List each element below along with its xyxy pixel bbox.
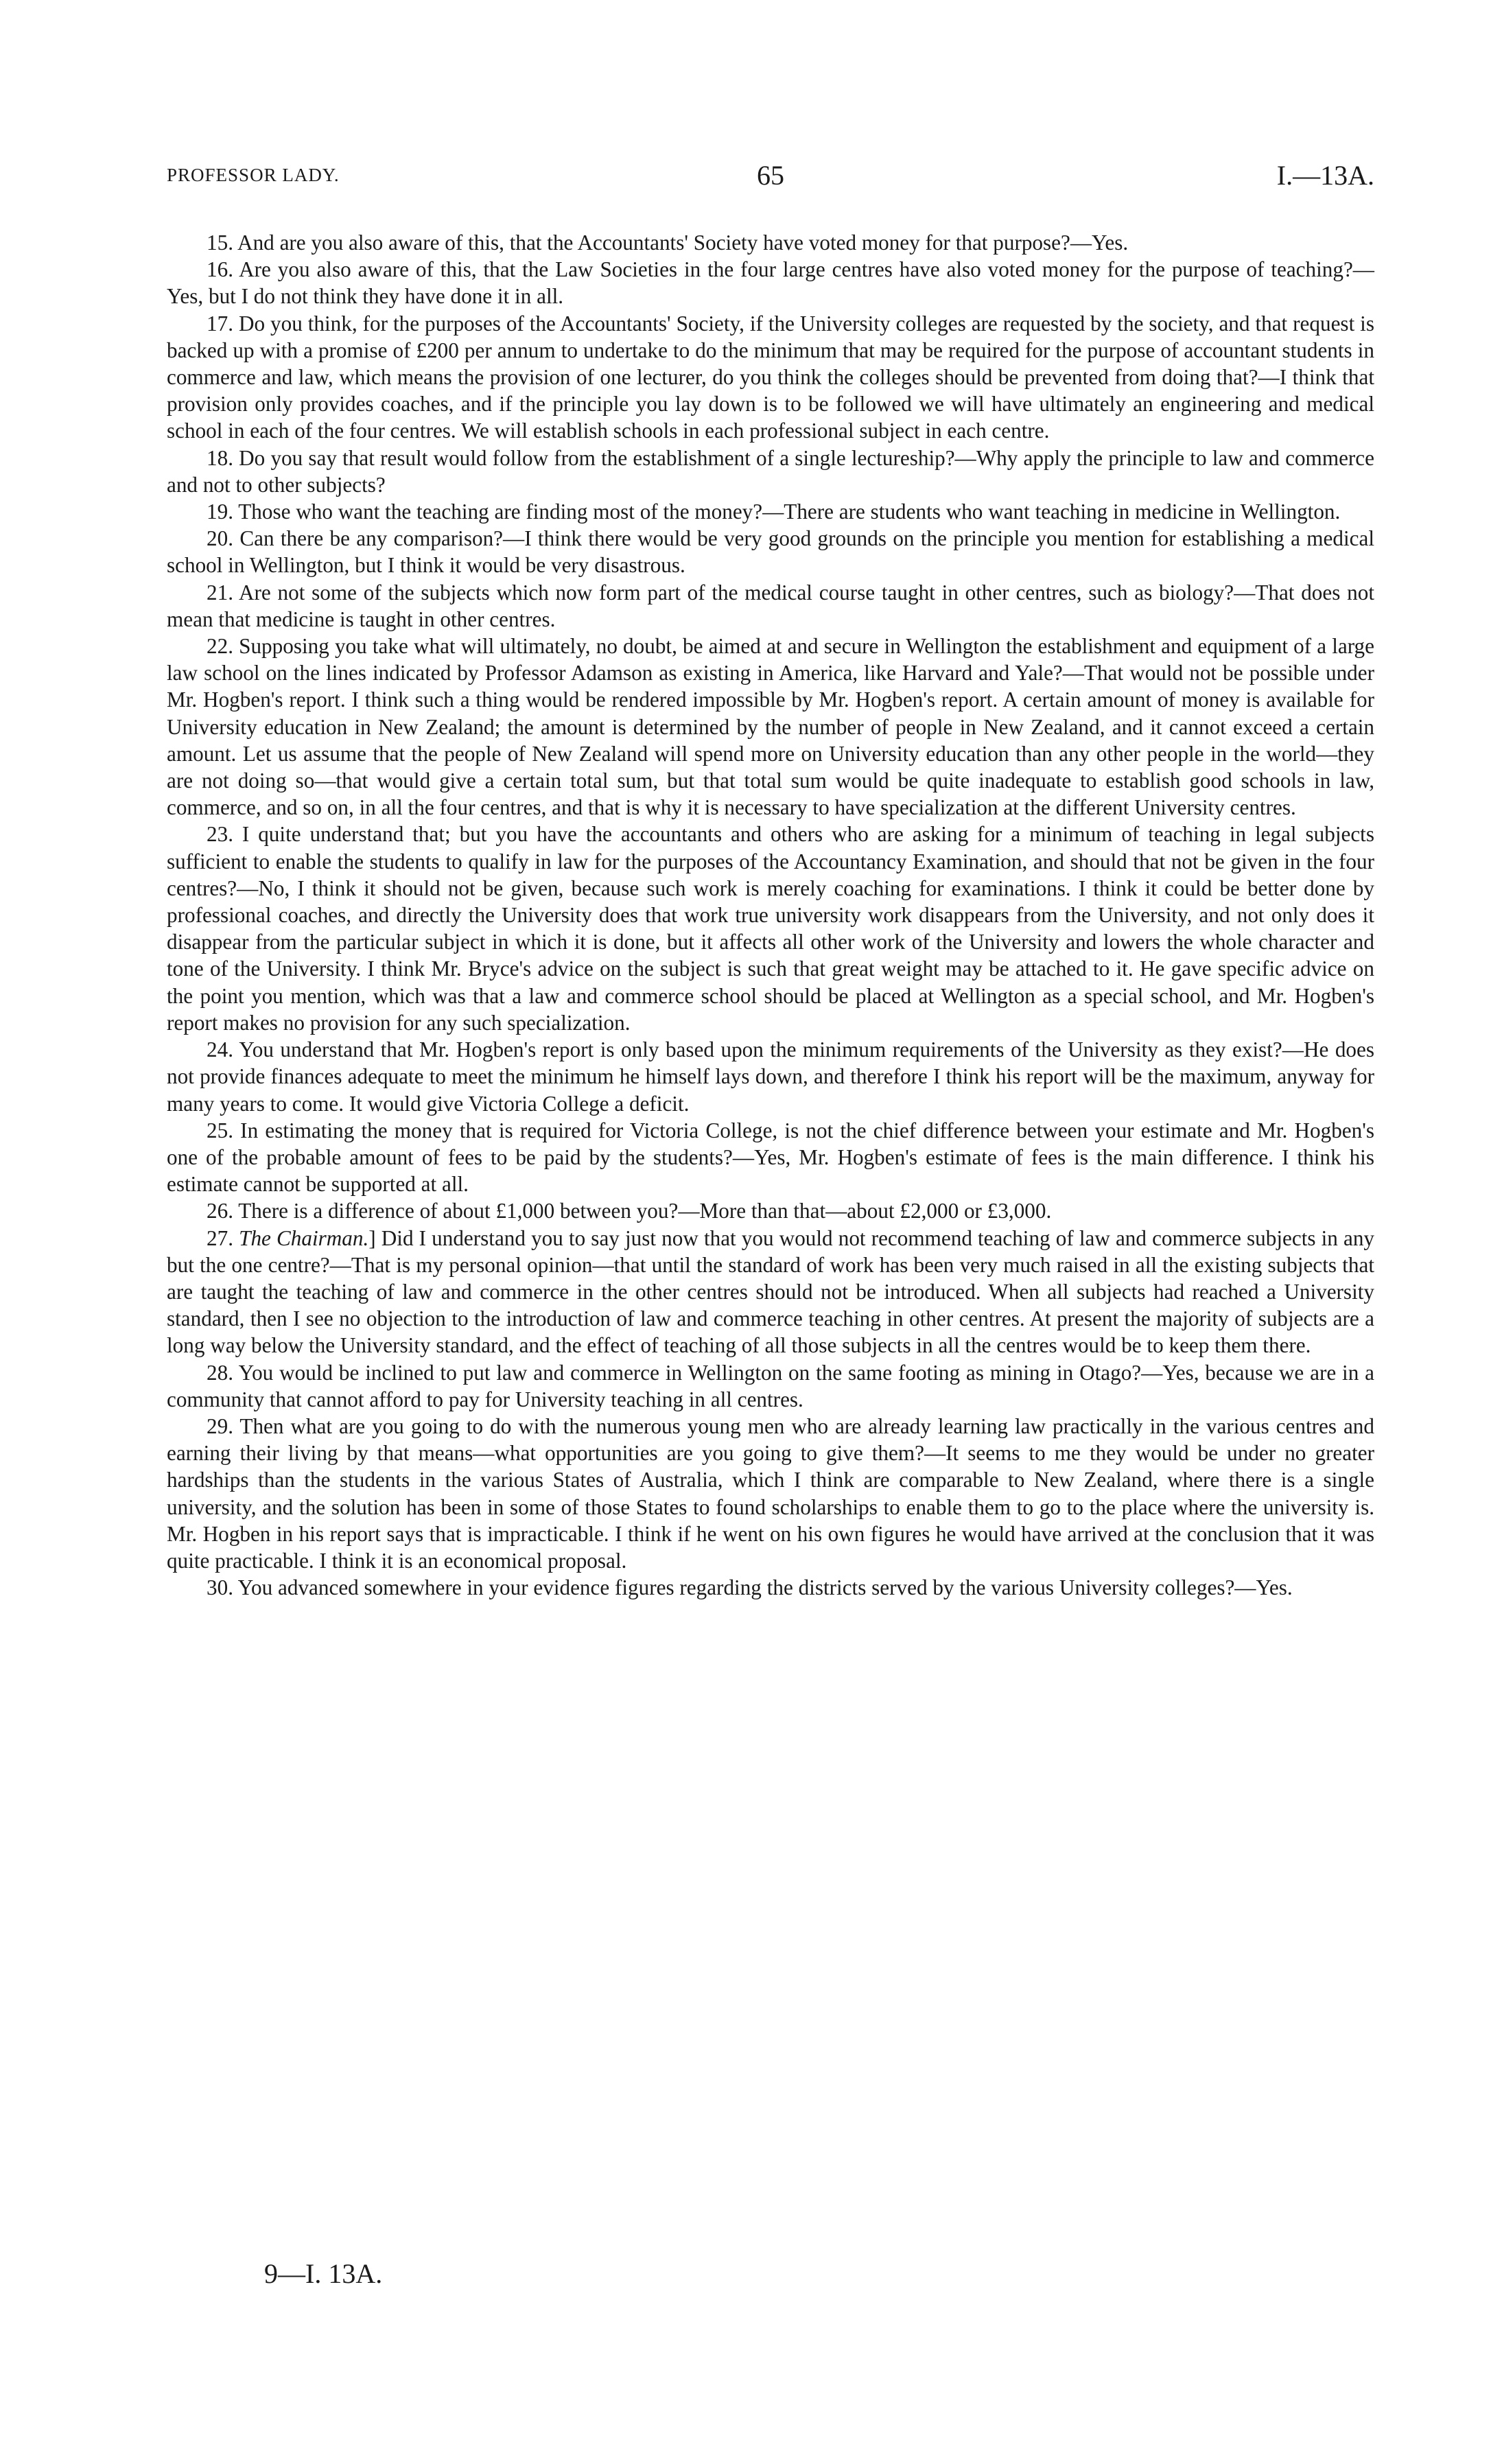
speaker-name: The Chairman.: [239, 1225, 369, 1250]
paragraph-16: 16. Are you also aware of this, that the Law Societies in the four large centres have also voted money for the purpose of teaching?—Yes, but I do not think they have done it in all.: [167, 257, 1374, 309]
paragraph-27-text: ] Did I understand you to say just now that you would not recommend teaching of law and commerce subjects in any but the one centre?—That is my personal opinion—that until the standard of work has been very much raised in all the existing subjects that are taught the teaching of law and commerce in the other centres should not be introduced. When all subjects had reached a University standard, then I see no objection to the introduction of law and commerce teaching in other centres. At present the majority of subjects are a long way below the University standard, and the effect of teaching of all those subjects in all the centres would be to keep them there.: [167, 1225, 1375, 1358]
paragraph-25: 25. In estimating the money that is required for Victoria College, is not the chief difference between your estimate and Mr. Hogben's one of the probable amount of fees to be paid by the students?—Yes, Mr. Hogben's estimate of fees is the main difference. I think his estimate cannot be supported at all.: [167, 1118, 1374, 1197]
paragraph-22: 22. Supposing you take what will ultimately, no doubt, be aimed at and secure in Wellington the establishment and equipment of a large law school on the lines indicated by Professor Adamson as existing in America, like Harvard and Yale?—That would not be possible under Mr. Hogben's report. I think such a thing would be rendered impossible by Mr. Hogben's report. A certain amount of money is available for University education in New Zealand; the amount is determined by the number of people in New Zealand, and it cannot exceed a certain amount. Let us assume that the people of New Zealand will spend more on University education than any other people in the world—they are not doing so—that would give a certain total sum, but that total sum would be quite inadequate to establish good schools in law, commerce, and so on, in all the four centres, and that is why it is necessary to have specialization at the different University centres.: [167, 634, 1374, 820]
paragraph-29: 29. Then what are you going to do with the numerous young men who are already learning law practically in the various centres and earning their living by that means—what opportunities are you going to give them?—It seems to me they would be under no greater hardships than the students in the various States of Australia, which I think are comparable to New Zealand, where there is a single university, and the solution has been in some of those States to found scholarships to enable them to go to the place where the university is. Mr. Hogben in his report says that is impracticable. I think if he went on his own figures he would have arrived at the conclusion that it was quite practicable. I think it is an economical proposal.: [167, 1413, 1374, 1573]
paragraph-23: 23. I quite understand that; but you have the accountants and others who are asking for a minimum of teaching in legal subjects sufficient to enable the students to qualify in law for the purposes of the Accountancy Examination, and should that not be given in the four centres?—No, I think it should not be given, because such work is merely coaching for examinations. I think it could be better done by professional coaches, and directly the University does that work true university work disappears from the University, and not only does it disappear from the particular subject in which it is done, but it affects all other work of the University and lowers the whole character and tone of the University. I think Mr. Bryce's advice on the subject is such that great weight may be attached to it. He gave specific advice on the point you mention, which was that a law and commerce school should be placed at Wellington as a special school, and Mr. Hogben's report makes no provision for any such specialization.: [167, 822, 1374, 1035]
paragraph-17: 17. Do you think, for the purposes of the Accountants' Society, if the University colleges are requested by the society, and that request is backed up with a promise of £200 per annum to undertake to do the minimum that may be required for the purpose of accountant students in commerce and law, which means the provision of one lecturer, do you think the colleges should be prevented from doing that?—I think that provision only provides coaches, and if the principle you lay down is to be followed we will have ultimately an engineering and medical school in each of the four centres. We will establish schools in each professional subject in each centre.: [167, 311, 1374, 443]
paragraph-26: 26. There is a difference of about £1,000 between you?—More than that—about £2,000 or £3,000.: [207, 1199, 1052, 1223]
evidence-body: [167, 229, 1374, 1601]
page-number: 65: [757, 160, 784, 191]
running-head: PROFESSOR LADY.: [167, 165, 340, 185]
question-number: 27.: [207, 1225, 239, 1250]
paragraph-30: 30. You advanced somewhere in your evidence figures regarding the districts served by the various University colleges?—Yes.: [207, 1575, 1293, 1600]
page-header: [167, 159, 1374, 200]
paragraph-27: [167, 1225, 1374, 1359]
paragraph-20: 20. Can there be any comparison?—I think there would be very good grounds on the principle you mention for establishing a medical school in Wellington, but I think it would be very disastrous.: [167, 526, 1374, 578]
paragraph-18: 18. Do you say that result would follow from the establishment of a single lectureship?—Why apply the principle to law and commerce and not to other subjects?: [167, 445, 1374, 497]
paragraph-15: 15. And are you also aware of this, that the Accountants' Society have voted money for that purpose?—Yes.: [207, 231, 1129, 255]
paragraph-28: 28. You would be inclined to put law and commerce in Wellington on the same footing as mining in Otago?—Yes, because we are in a community that cannot afford to pay for University teaching in all centres.: [167, 1360, 1374, 1411]
paragraph-21: 21. Are not some of the subjects which now form part of the medical course taught in other centres, such as biology?—That does not mean that medicine is taught in other centres.: [167, 580, 1374, 631]
signature-mark: 9—I. 13A.: [264, 2258, 383, 2289]
paragraph-19: 19. Those who want the teaching are finding most of the money?—There are students who want teaching in medicine in Wellington.: [207, 500, 1341, 524]
document-reference: I.—13A.: [1276, 160, 1374, 191]
paragraph-24: 24. You understand that Mr. Hogben's report is only based upon the minimum requirements of the University as they exist?—He does not provide finances adequate to meet the minimum he himself lays down, and therefore I think his report will be the maximum, anyway for many years to come. It would give Victoria College a deficit.: [167, 1037, 1374, 1116]
